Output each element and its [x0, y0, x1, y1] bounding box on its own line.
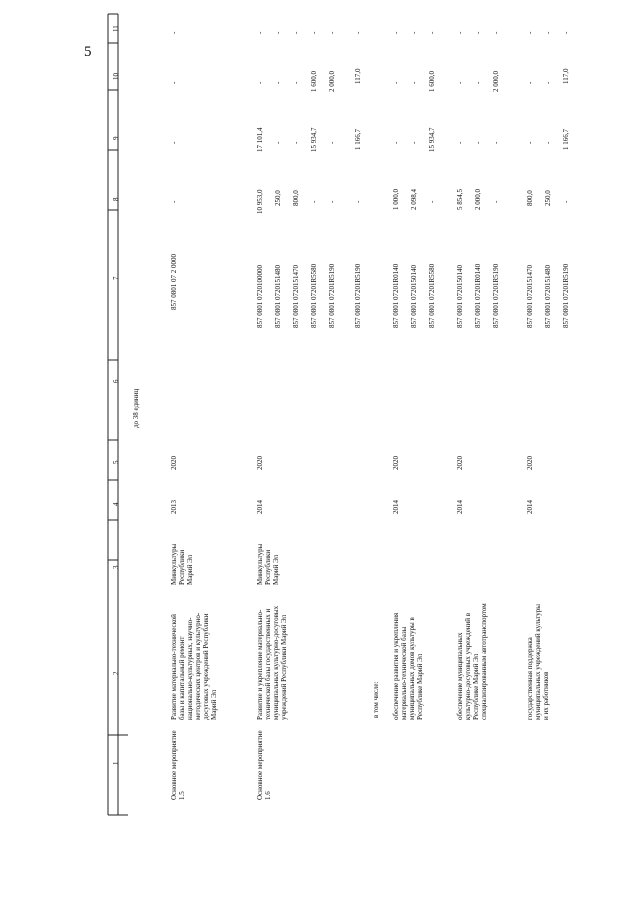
- incl-c8: -: [354, 200, 362, 203]
- units-note: до 38 единиц: [132, 388, 140, 428]
- row-c-c9-1: -: [526, 141, 534, 144]
- row-c-c9-2: -: [544, 141, 552, 144]
- row-a-c10-3: 1 600,0: [428, 71, 436, 92]
- row-1-6-c9-3: -: [292, 141, 300, 144]
- row-b-c9-1: -: [456, 141, 464, 144]
- row-c-c11-3: -: [562, 31, 570, 34]
- row-a-c10-1: -: [392, 81, 400, 84]
- row-1-6-c10-5: 2 000,0: [328, 71, 336, 92]
- row-a-c8-2: 2 098,4: [410, 189, 418, 210]
- row-c-code-3: 857 0801 07201R5190: [562, 263, 570, 328]
- col-num-7: 7: [112, 276, 120, 280]
- row-1-6-c9-4: 15 934,7: [310, 127, 318, 152]
- incl-c9: 1 166,7: [354, 129, 362, 150]
- row-1-6-c9-1: 17 101,4: [256, 127, 264, 152]
- row-a-c9-1: -: [392, 141, 400, 144]
- col-num-2: 2: [112, 671, 120, 675]
- row-1-5-c11: -: [170, 31, 178, 34]
- row-b-c11-3: -: [492, 31, 500, 34]
- col-num-8: 8: [112, 197, 120, 201]
- row-a-c9-2: -: [410, 141, 418, 144]
- row-1-6-executor: Минкультуры Республики Марий Эл: [256, 543, 280, 585]
- row-b-c8-2: 2 000,0: [474, 189, 482, 210]
- row-a-c10-2: -: [410, 81, 418, 84]
- row-1-6-c11-4: -: [310, 31, 318, 34]
- row-c-c10-2: -: [544, 81, 552, 84]
- row-1-5-code: 857 0801 07 2 0000: [170, 254, 178, 310]
- row-1-6-c11-2: -: [274, 31, 282, 34]
- row-a-c11-2: -: [410, 31, 418, 34]
- col-num-3: 3: [112, 565, 120, 569]
- row-1-6-c10-3: -: [292, 81, 300, 84]
- row-1-6-c9-5: -: [328, 141, 336, 144]
- row-a-c8-3: -: [428, 200, 436, 203]
- row-b-c9-2: -: [474, 141, 482, 144]
- page-number: 5: [84, 44, 92, 60]
- row-1-6-description: Развитие и укрепление материально-технической базы государственных и муниципальных культурно-досуговых учреждений Республики Марий Эл: [256, 605, 288, 720]
- row-b-description: обеспечение муниципальных культурно-досуговых учреждений в Республике Марий Эл специализированным автотранспортом: [456, 603, 488, 720]
- row-1-5-start: 2013: [170, 500, 178, 514]
- row-1-5-c8: -: [170, 200, 178, 203]
- row-c-c11-2: -: [544, 31, 552, 34]
- row-b-c10-3: 2 000,0: [492, 71, 500, 92]
- row-1-6-c11-1: -: [256, 31, 264, 34]
- row-1-5-c9: -: [170, 141, 178, 144]
- row-c-start: 2014: [526, 500, 534, 514]
- incl-label: в том числе:: [372, 681, 380, 718]
- row-c-c8-1: 800,0: [526, 190, 534, 206]
- row-c-c11-1: -: [526, 31, 534, 34]
- row-a-start: 2014: [392, 500, 400, 514]
- row-c-code-1: 857 0801 0720151470: [526, 265, 534, 328]
- col-num-11: 11: [112, 25, 120, 32]
- row-b-code-2: 857 0801 07201R0140: [474, 263, 482, 328]
- col-num-10: 10: [112, 73, 120, 80]
- row-c-c9-3: 1 166,7: [562, 129, 570, 150]
- row-1-6-activity: Основное мероприятие 1.6: [256, 730, 272, 800]
- col-num-9: 9: [112, 136, 120, 140]
- row-1-5-description: Развитие материально-технической базы и капитальный ремонт национально-культурных, научно-методических центров и культурно-досуговых учреждений Республики Марий Эл: [170, 612, 218, 720]
- row-b-end: 2020: [456, 456, 464, 470]
- row-1-6-code-2: 857 0801 0720151480: [274, 265, 282, 328]
- row-c-c10-3: 117,0: [562, 68, 570, 84]
- row-1-6-c8-3: 800,0: [292, 190, 300, 206]
- row-1-5-activity: Основное мероприятие 1.5: [170, 730, 186, 800]
- row-1-6-c10-1: -: [256, 81, 264, 84]
- row-a-description: обеспечение развития и укрепления материально-технической базы муниципальных домов культуры в Республике Марий Эл: [392, 612, 424, 720]
- row-c-description: государственная поддержка муниципальных учреждений культуры и их работников: [526, 604, 550, 720]
- row-1-5-executor: Минкультуры Республики Марий Эл: [170, 543, 194, 585]
- row-b-c8-3: -: [492, 200, 500, 203]
- row-1-6-c8-5: -: [328, 200, 336, 203]
- row-c-c8-2: 250,0: [544, 190, 552, 206]
- row-1-6-c9-2: -: [274, 141, 282, 144]
- row-1-6-code-5: 857 0801 07201R5190: [328, 263, 336, 328]
- row-b-c8-1: 5 854,5: [456, 189, 464, 210]
- row-a-end: 2020: [392, 456, 400, 470]
- row-c-c8-3: -: [562, 200, 570, 203]
- row-1-6-c11-5: -: [328, 31, 336, 34]
- incl-c11: -: [354, 31, 362, 34]
- row-a-c9-3: 15 934,7: [428, 127, 436, 152]
- row-a-code-1: 857 0801 07201R0140: [392, 263, 400, 328]
- row-b-c10-1: -: [456, 81, 464, 84]
- row-b-code-1: 857 0801 0720150140: [456, 265, 464, 328]
- row-1-5-end: 2020: [170, 456, 178, 470]
- col-num-4: 4: [112, 502, 120, 506]
- row-1-6-c8-4: -: [310, 200, 318, 203]
- row-b-c11-2: -: [474, 31, 482, 34]
- row-b-start: 2014: [456, 500, 464, 514]
- row-c-code-2: 857 0801 0720151480: [544, 265, 552, 328]
- row-c-end: 2020: [526, 456, 534, 470]
- row-1-6-code-4: 857 0801 07201R5580: [310, 263, 318, 328]
- row-a-c11-3: -: [428, 31, 436, 34]
- row-a-c8-1: 1 000,0: [392, 189, 400, 210]
- row-c-c10-1: -: [526, 81, 534, 84]
- row-b-c10-2: -: [474, 81, 482, 84]
- col-num-1: 1: [112, 761, 120, 765]
- row-a-code-2: 857 0801 0720150140: [410, 265, 418, 328]
- row-1-6-end: 2020: [256, 456, 264, 470]
- row-1-6-c11-3: -: [292, 31, 300, 34]
- row-1-6-code-1: 857 0801 0720100000: [256, 265, 264, 328]
- row-b-code-3: 857 0801 07201R5190: [492, 263, 500, 328]
- row-1-5-c10: -: [170, 81, 178, 84]
- incl-code: 857 0801 07201R5190: [354, 263, 362, 328]
- col-num-6: 6: [112, 379, 120, 383]
- row-1-6-c10-4: 1 600,0: [310, 71, 318, 92]
- row-1-6-start: 2014: [256, 500, 264, 514]
- row-b-c9-3: -: [492, 141, 500, 144]
- row-1-6-c8-1: 10 953,0: [256, 189, 264, 214]
- col-num-5: 5: [112, 460, 120, 464]
- row-a-c11-1: -: [392, 31, 400, 34]
- incl-c10: 117,0: [354, 68, 362, 84]
- row-1-6-c8-2: 250,0: [274, 190, 282, 206]
- row-1-6-c10-2: -: [274, 81, 282, 84]
- row-a-code-3: 857 0801 07201R5580: [428, 263, 436, 328]
- row-1-6-code-3: 857 0801 0720151470: [292, 265, 300, 328]
- row-b-c11-1: -: [456, 31, 464, 34]
